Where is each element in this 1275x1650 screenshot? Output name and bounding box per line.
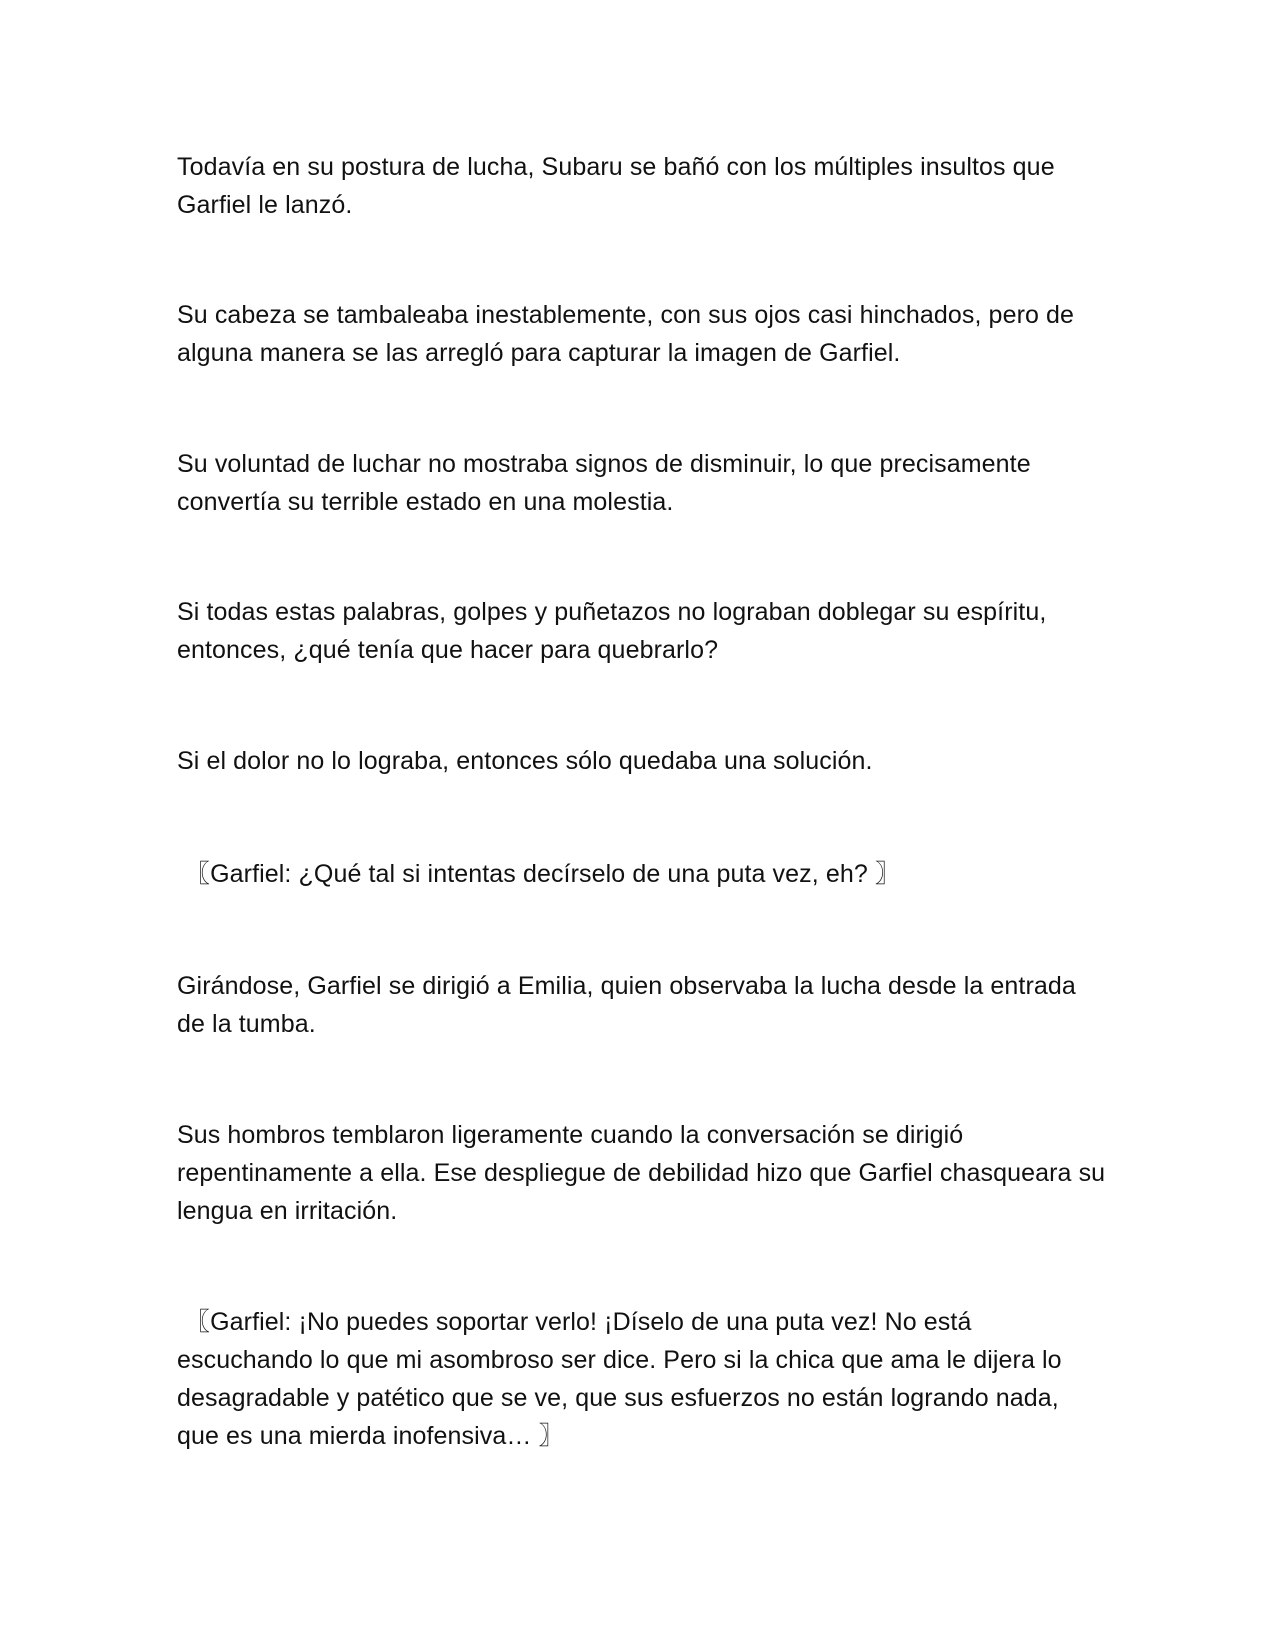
paragraph-7: Sus hombros temblaron ligeramente cuando la conversación se dirigió repentinamente a ella. Ese despliegue de debilidad hizo que Garfiel chasqueara su lengua en irritación. <box>177 1121 1106 1225</box>
paragraph-5: Si el dolor no lo lograba, entonces sólo quedaba una solución. <box>177 747 873 775</box>
paragraph-3: Su voluntad de luchar no mostraba signos de disminuir, lo que precisamente convertía su terrible estado en una molestia. <box>177 450 1031 516</box>
paragraph-2: Su cabeza se tambaleaba inestablemente, con sus ojos casi hinchados, pero de alguna manera se las arregló para capturar la imagen de Garfiel. <box>177 301 1075 367</box>
paragraph-6: Girándose, Garfiel se dirigió a Emilia, quien observaba la lucha desde la entrada de la tumba. <box>177 972 1076 1038</box>
paragraph-4: Si todas estas palabras, golpes y puñetazos no lograban doblegar su espíritu, entonces, ¿qué tenía que hacer para quebrarlo? <box>177 598 1047 664</box>
paragraph-1: Todavía en su postura de lucha, Subaru se bañó con los múltiples insultos que Garfiel le lanzó. <box>177 153 1055 219</box>
dialogue-line-1: 〖Garfiel: ¿Qué tal si intentas decírselo de una puta vez, eh? 〗 <box>185 860 901 888</box>
dialogue-line-2: 〖Garfiel: ¡No puedes soportar verlo! ¡Díselo de una puta vez! No está escuchando lo que mi asombroso ser dice. Pero si la chica que ama le dijera lo desagradable y patético que se ve, que sus esfuerzos no están logrando nada, que es una mierda inofensiva… 〗 <box>177 1308 1062 1450</box>
